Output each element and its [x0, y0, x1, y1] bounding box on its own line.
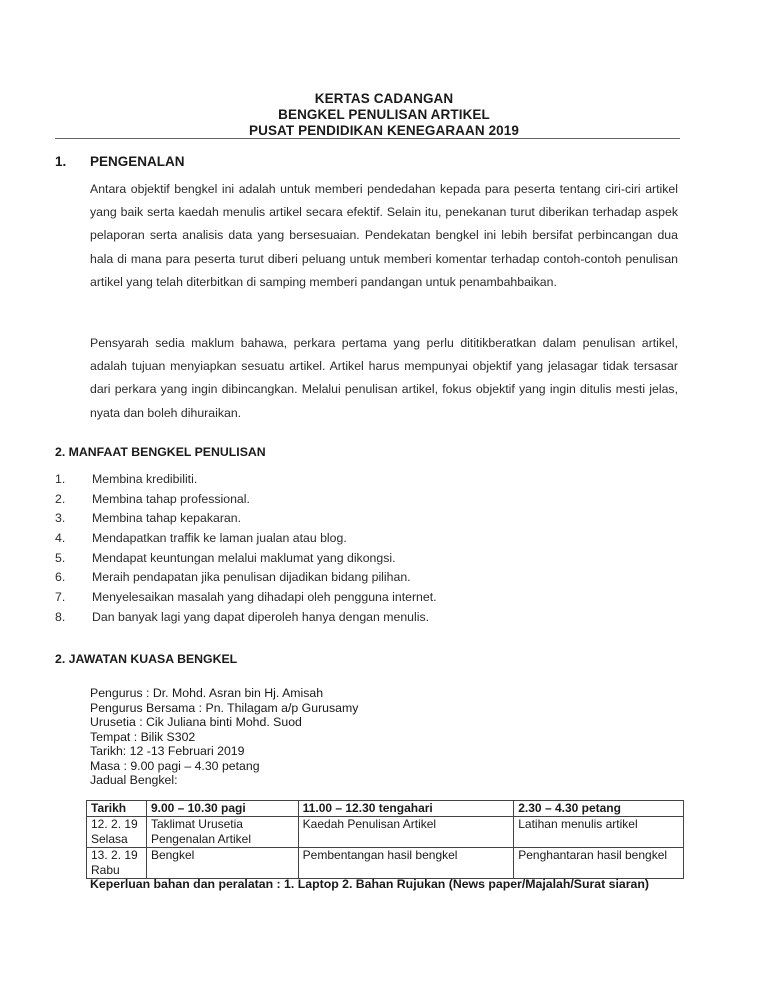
table-header-cell: 9.00 – 10.30 pagi	[146, 801, 298, 817]
document-organization: PUSAT PENDIDIKAN KENEGARAAN 2019	[249, 123, 519, 138]
table-row	[87, 817, 684, 848]
document-title: KERTAS CADANGAN	[314, 91, 454, 106]
table-cell-date	[87, 848, 147, 879]
list-text: Membina tahap kepakaran.	[92, 511, 242, 526]
list-number: 2.	[55, 491, 66, 506]
activity-text: Pengenalan Artikel	[150, 832, 252, 846]
list-item	[55, 568, 437, 588]
section1-paragraph-2: Pensyarah sedia maklum bahawa, perkara pertama yang perlu dititikberatkan dalam penulisan artikel, adalah tujuan menyiapkan sesuatu artikel. Artikel harus mempunyai objektif yang jelasagar tidak tersasar dari perkara yang ingin dibincangkan. Melalui penulisan artikel, fokus objektif yang ingin ditulis mesti jelas, nyata dan boleh dihuraikan.	[90, 336, 678, 420]
list-item	[55, 549, 437, 569]
list-text: Menyelesaikan masalah yang dihadapi oleh pengguna internet.	[92, 590, 437, 605]
info-line-co-manager: Pengurus Bersama : Pn. Thilagam a/p Gurusamy	[90, 700, 359, 715]
list-item	[55, 529, 437, 549]
section2-heading: 2. MANFAAT BENGKEL PENULISAN	[55, 445, 266, 459]
list-text: Mendapatkan traffik ke laman jualan atau blog.	[92, 531, 347, 546]
list-item	[55, 588, 437, 608]
list-number: 5.	[55, 550, 66, 565]
list-number: 8.	[55, 609, 66, 624]
list-number: 4.	[55, 531, 66, 546]
list-item	[55, 608, 437, 628]
date-text: 12. 2. 19	[91, 817, 138, 831]
list-number: 1.	[55, 472, 66, 486]
day-text: Selasa	[91, 832, 128, 846]
benefits-list	[55, 470, 437, 628]
info-line-schedule-label: Jadual Bengkel:	[90, 773, 178, 787]
list-item	[55, 509, 437, 529]
title-divider	[55, 138, 680, 139]
section1-paragraph-1: Antara objektif bengkel ini adalah untuk memberi pendedahan kepada para peserta tentang ciri-ciri artikel yang baik serta kaedah menulis artikel secara efektif. Selain itu, penekanan turut diberikan terhadap aspek pelaporan serta analisis data yang bersesuaian. Pendekatan bengkel ini lebih bersifat perbincangan dua hala di mana para peserta turut diberi peluang untuk memberi komentar terhadap contoh-contoh penulisan artikel yang telah diterbitkan di samping memberi pandangan untuk penambahbaikan.	[90, 182, 678, 289]
section3-heading: 2. JAWATAN KUASA BENGKEL	[55, 652, 238, 666]
table-cell	[146, 848, 298, 879]
list-text: Membina kredibiliti.	[92, 472, 198, 486]
table-cell: Penghantaran hasil bengkel	[514, 848, 684, 879]
table-header-row	[87, 801, 684, 817]
schedule-table	[86, 800, 684, 879]
section1-number: 1.	[55, 154, 67, 169]
table-header-cell: 11.00 – 12.30 tengahari	[298, 801, 514, 817]
list-text: Dan banyak lagi yang dapat diperoleh hanya dengan menulis.	[92, 609, 430, 624]
table-header-cell: 2.30 – 4.30 petang	[514, 801, 684, 817]
activity-text: Taklimat Urusetia	[150, 817, 243, 831]
list-text: Meraih pendapatan jika penulisan dijadikan bidang pilihan.	[92, 570, 411, 585]
info-line-secretariat: Urusetia : Cik Juliana binti Mohd. Suod	[90, 715, 302, 729]
info-line-date: Tarikh: 12 -13 Februari 2019	[90, 744, 245, 758]
table-row	[87, 848, 684, 879]
date-text: 13. 2. 19	[91, 848, 138, 862]
list-item	[55, 470, 437, 490]
document-subtitle: BENGKEL PENULISAN ARTIKEL	[278, 107, 490, 122]
materials-note: Keperluan bahan dan peralatan : 1. Laptop 2. Bahan Rujukan (News paper/Majalah/Surat siaran)	[90, 877, 649, 891]
list-number: 6.	[55, 570, 66, 585]
section1-heading: PENGENALAN	[90, 154, 185, 169]
info-line-venue: Tempat : Bilik S302	[90, 729, 196, 744]
list-text: Mendapat keuntungan melalui maklumat yang dikongsi.	[92, 550, 396, 565]
table-cell: Latihan menulis artikel	[514, 817, 684, 848]
committee-info	[90, 686, 358, 788]
activity-text: Bengkel	[150, 848, 195, 862]
day-text: Rabu	[91, 863, 120, 877]
info-line-manager: Pengurus : Dr. Mohd. Asran bin Hj. Amisah	[90, 686, 324, 700]
list-number: 3.	[55, 511, 66, 526]
table-cell: Kaedah Penulisan Artikel	[298, 817, 514, 848]
info-line-time: Masa : 9.00 pagi – 4.30 petang	[90, 758, 260, 773]
list-item	[55, 490, 437, 510]
table-cell-date	[87, 817, 147, 848]
table-header-cell: Tarikh	[87, 801, 147, 817]
table-cell: Pembentangan hasil bengkel	[298, 848, 514, 879]
table-cell	[146, 817, 298, 848]
list-number: 7.	[55, 590, 66, 605]
list-text: Membina tahap professional.	[92, 491, 250, 506]
